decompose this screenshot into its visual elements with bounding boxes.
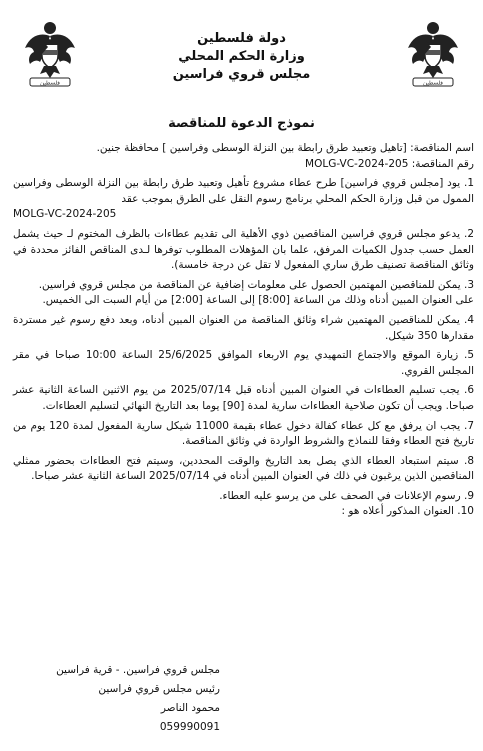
item-7-text: 7. يجب ان يرفق مع كل عطاء كفالة دخول عطاء بقيمة 11000 شيكل سارية المفعول لمدة 120 يوم من تاريخ فتح العطاء وفقا للنماذج والشروط الواردة في وثائق المناقصة. (13, 419, 474, 448)
tender-number-line: رقم المناقصة: MOLG-VC-2024-205 (305, 157, 474, 170)
item-3-text: 3. يمكن للمناقصين المهتمين الحصول على معلومات إضافية عن المناقصة من مجلس قروي فراسين. (38, 278, 474, 291)
header-ministry-name: وزارة الحكم المحلي (178, 49, 305, 64)
item-1-contract-code: MOLG-VC-2024-205 (13, 208, 117, 221)
emblem-caption-text: فلسطين (423, 80, 443, 87)
item-10-text: 10. العنوان المذكور أعلاه هو : (341, 505, 474, 518)
document-header (0, 30, 483, 84)
emblem-caption-text: فلسطين (40, 80, 60, 87)
item-9-text: 9. رسوم الإعلانات في الصحف على من يرسو عليه العطاء. (219, 489, 474, 502)
item-5-text: 5. زيارة الموقع والاجتماع التمهيدي يوم الاربعاء الموافق 25/6/2025 الساعة 10:00 صباحا في مقر المجلس القروي. (13, 349, 474, 377)
item-8-text: 8. سيتم استبعاد العطاء الذي يصل بعد التاريخ والوقت المحددين، وسيتم فتح العطاءات بحضور ممثلي المناقصين الذين يرغبون في ذلك في العنوان المبين أدناه في 2025/07/14 الساعة الثانية عشر صباحا. (13, 454, 474, 483)
item-6-text: 6. يجب تسليم العطاءات في العنوان المبين أدناه قبل 2025/07/14 من يوم الاثنين الساعة الثانية عشر صباحا. ويجب أن تكون صلاحية العطاءات سارية لمدة [90] يوما بعد التاريخ النهائي لتسليم العطاءات. (13, 384, 474, 412)
item-1-text: 1. يود [مجلس قروي فراسين] طرح عطاء مشروع تأهيل وتعبيد طرق رابطة بين النزلة الوسطى وفراسين الممول من قبل وزارة الحكم المحلي برنامج رسوم النقل على الطرق بموجب عقد (13, 177, 474, 205)
item-2-text: 2. يدعو مجلس قروي فراسين المناقصين ذوي الأهلية الى تقديم عطاءات بالظرف المختوم لـ حيث يشمل العمل حسب جدول الكميات المرفق، علما بان المؤهلات المطلوب توفرها لـدى المناقص الفائز محددة في وثائق المناقصة تصنيف طرق ساري المفعول لا تقل عن درجة خامسة). (13, 227, 474, 272)
signature-phone: 059990091 (159, 721, 220, 733)
header-council-name: مجلس قروي فراسين (172, 67, 311, 82)
form-title: نموذج الدعوة للمناقصة (168, 116, 315, 131)
tender-name-line: اسم المناقصة: [تاهيل وتعبيد طرق رابطة بين النزلة الوسطى وفراسين ] محافظة جنين. (96, 142, 474, 154)
signature-title: رئيس مجلس قروي فراسين (98, 683, 220, 695)
signature-name: محمود الناصر (160, 702, 220, 714)
header-state-name: دولة فلسطين (197, 31, 286, 46)
item-3-hours-text: على العنوان المبين أدناه وذلك من الساعة [8:00] إلى الساعة [2:00] من أيام السبت الى الخميس. (42, 294, 474, 307)
document-body (13, 141, 474, 520)
signature-block (30, 661, 220, 737)
item-4-text: 4. يمكن للمناقصين المهتمين شراء وثائق المناقصة من العنوان المبين أدناه، وبعد دفع رسوم غير مستردة مقدارها 350 شيكل. (13, 313, 474, 342)
signature-council-address: مجلس قروي فراسين. - قرية فراسين (56, 664, 220, 676)
